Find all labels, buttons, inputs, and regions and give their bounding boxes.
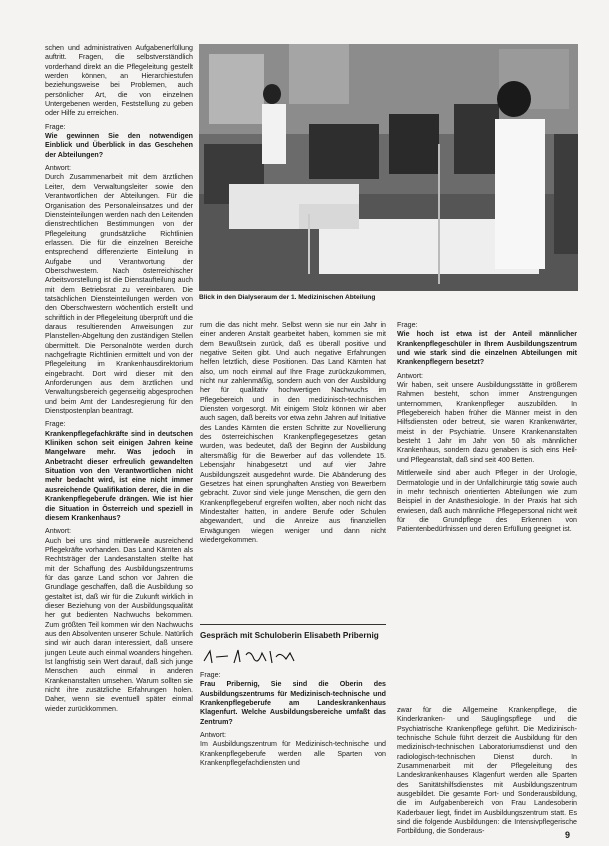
interview-title: Gespräch mit Schuloberin Elisabeth Pribernig xyxy=(200,631,379,640)
question-label: Frage: xyxy=(45,420,66,429)
question-text: Wie hoch ist etwa ist der Anteil männlicher Krankenpflegeschüler in Ihrem Ausbildungszentrum und wie stark sind die einzelnen Abteilungen mit Krankenpflegern besetzt? xyxy=(397,330,577,367)
continuation-paragraph: rum die das nicht mehr. Selbst wenn sie nur ein Jahr in einer anderen Anstalt gearbeitet haben, kommen sie mit dem Bewußtsein zurück, daß es überall positive und negative Seiten gibt. Und auch negative Erfahrungen helfen letztlich, diese Positionen. Das Land Kärnten hat also, um noch einmal auf Ihre Frage zurückzukommen, nicht nur zahlenmäßig, sondern auch von der Ausbildung her für qualitativ hochwertigen Nachwuchs im Pflegebereich und in den medizinisch-technischen Diensten vorgesorgt. Mit einigem Stolz können wir aber auch sagen, daß bereits vor etwa zehn Jahren auf Initiative des Landes Kärnten die ersten Schritte zur Novellierung des österreichischen Krankenpflegegesetzes getan wurden, was bedeutet, daß der Beginn der Ausbildung altersmäßig für die Bewerber auf das vollendete 15. Lebensjahr hinabgesetzt und auf vier Jahre Ausbildungszeit ausgedehnt wurde. Die Abänderung des Gesetzes hat einen sprunghaften Anstieg von Bewerbern gebracht. Zuvor sind viele junge Menschen, die gern den Krankenpflegeberuf ergreifen wollten, aber noch nicht das Mindestalter hatten, in andere Berufe oder Schulen abgewandert, und die Anreize aus finanziellen Erwägungen wiegen weniger und dann nicht wiedergekommen. xyxy=(200,321,386,544)
signature-icon xyxy=(200,647,320,667)
answer-1 xyxy=(45,164,193,416)
answer-label: Antwort: xyxy=(45,527,72,536)
question-interview xyxy=(200,671,386,727)
section-divider xyxy=(200,624,386,625)
continuation-paragraph: zwar für die Allgemeine Krankenpflege, die Kinderkranken- und Säuglingspflege und die Psychiatrische Krankenpflege geführt. Die Medizinisch-technische Schule führt derzeit die Ausbildung für den medizinisch-technischen Laboratoriumsdienst und den radiologisch-technischen Dienst durch. In Zusammenarbeit mit der Pflegeleitung des Landeskrankenhauses Klagenfurt werden alle Sparten des Sanitätshilfsdienstes mit Ausbildungszentrum ausgebildet. Die gesamte Fort- und Sonderausbildung, die im Aufgabenbereich von Frau Landesoberin Kaderbauer liegt, findet im Ausbildungszentrum statt. Es sind die folgende Ausbildungen: die Intensivpflegerische Fortbildung, die Sonderaus- xyxy=(397,706,577,836)
answer-label: Antwort: xyxy=(45,164,72,173)
answer-text: Im Ausbildungszentrum für Medizinisch-technische und Krankenpflegeberufe werden alle Sparten von Krankenpflegefachdiensten und xyxy=(200,740,386,768)
photo-illustration xyxy=(199,44,578,291)
photo-caption: Blick in den Dialyseraum der 1. Medizinischen Abteilung xyxy=(199,294,376,301)
answer-text: Durch Zusammenarbeit mit dem ärztlichen Leiter, dem Verwaltungsleiter sowie den Verantwortlichen der Abteilungen. Für die Organisation des Personaleinsatzes und der Diensteinteilungen werden nach den Leitenden dienstrechtlichen Bestimmungen von der Pflegeleitung grundsätzliche Richtlinien erlassen. Die für die einzelnen Bereiche entsprechend differenzierte Einteilung in Aufgabe und Verantwortung der Oberschwestern. Nach österreichischer Arbeitsvorstellung ist die Dienstaufteilung auch mit dem Betriebsrat zu vereinbaren. Die tatsächlichen Diensteinteilungen werden von den Oberschwestern wöchentlich erstellt und schriftlich in der Pflegeleitung überprüft und die daraus resultierenden Anweisungen zur Planstellen-Abgeltung den zuständigen Stellen übermittelt. Die Personalnöte werden durch nachgefragte Richtlinien ermittelt und von der Pflegeleitung im Krankenhausdirektorium eingebracht. Dort wird dieser mit den Anforderungen aus dem ärztlichen und Verwaltungsbereich gegenseitig abgesprochen und beim Amt der Landesregierung für den Dienstpostenplan beantragt. xyxy=(45,173,193,416)
answer-text: Auch bei uns sind mittlerweile ausreichend Pflegekräfte vorhanden. Das Land Kärnten als Rechtsträger der Landesanstalten stellte hat mit der Schaffung des Ausbildungszentrums für das ganze Land schon vor Jahren die Grundlage geschaffen, daß die Ausbildung so gestaltet ist, daß wir für die Zukunft wirklich in dieser Beziehung von der Ausbildungsqualität her gut bedienten Nachwuchs bekommen. Zum größten Teil kommen wir den Nachwuchs aus den Absolventen unserer Schule. Natürlich sind wir auch daran interessiert, daß unsere jungen Leute auch einmal woanders hingehen. Ist langfristig sein Wert darauf, daß sich junge Menschen auch einmal in anderen Krankenanstalten umsehen. Warum sollten sie nicht ihre zusätzliche Erfahrungen holen. Daher, wenn sie eventuell später einmal wieder zurückkommen. xyxy=(45,536,193,713)
question-label: Frage: xyxy=(45,122,66,131)
interview-section xyxy=(200,631,386,772)
question-1 xyxy=(45,123,193,160)
answer-label: Antwort: xyxy=(397,371,424,380)
question-label: Frage: xyxy=(200,671,221,679)
question-text: Krankenpflegefachkräfte sind in deutschen Kliniken schon seit einigen Jahren keine Mangelware mehr. Was jedoch in Anbetracht dieser erfreulich gewandelten Situation von den Verantwortlichen nicht mehr bedacht wird, ist eine nicht immer ausreichende Qualifikation derer, die in die Krankenpflegeberufe drängen. Wie ist hier die Situation in Österreich und speziell in diesem Krankenhaus? xyxy=(45,429,193,522)
column-middle xyxy=(200,321,386,549)
column-right-bottom xyxy=(397,706,577,841)
intro-paragraph: schen und administrativen Aufgabenerfüllung auftritt. Fragen, die selbstverständlich vorderhand direkt an die Pflegeleitung gestellt werden können, an Hierarchiestufen beziehungsweise bei Problemen, auch persönlicher Art, die von einzelnen Untergebenen werden, Feststellung zu geben oder Hilfe zu erreichen. xyxy=(45,44,193,118)
signature xyxy=(200,647,386,667)
question-text: Frau Pribernig, Sie sind die Oberin des Ausbildungszentrums für Medizinisch-technische und Krankenpflegeberufe am Landeskrankenhaus Klagenfurt. Welche Ausbildungsbereiche umfaßt das Zentrum? xyxy=(200,680,386,726)
answer-interview xyxy=(200,731,386,768)
question-male-nurses xyxy=(397,321,577,368)
answer-2 xyxy=(45,527,193,714)
answer-male-nurses xyxy=(397,372,577,465)
column-left xyxy=(45,44,193,718)
question-text: Wie gewinnen Sie den notwendigen Einblick und Überblick in das Geschehen der Abteilungen? xyxy=(45,132,193,159)
answer-text: Wir haben, seit unsere Ausbildungsstätte in größerem Rahmen besteht, schon immer Anstrengungen unternommen, Krankenpfleger auszubilden. In Pflegebereich haben früher die Männer meist in den Hilfsdiensten oder betreut, sie waren Krankenwärter, meist in der Psychiatrie. Unsere Krankenanstalten besteht 1 Jahr im Jahr von 50 als männlicher Krankenhaus, sondern dazu genaben is sich eins Heil- und Pflegeanstalt, daß sind seit 400 Betten. xyxy=(397,381,577,464)
question-label: Frage: xyxy=(397,321,418,329)
page-number: 9 xyxy=(565,830,571,840)
answer-label: Antwort: xyxy=(200,731,227,740)
dialysis-room-photo xyxy=(199,44,578,291)
question-2 xyxy=(45,420,193,523)
column-right xyxy=(397,321,577,539)
answer-male-nurses-continued: Mittlerweile sind aber auch Pfleger in der Urologie, Dermatologie und in der Unfallchirurgie tätig sowie auch in mehr technisch orientierten Abteilungen wie zum Beispiel in der Anästhesiologie. In der Praxis hat sich erwiesen, daß auch männliche Pflegepersonal nicht weit für die Grundpflege des Erkennen von Patientenbedürfnissen und deren Erfüllung geeignet ist. xyxy=(397,469,577,534)
